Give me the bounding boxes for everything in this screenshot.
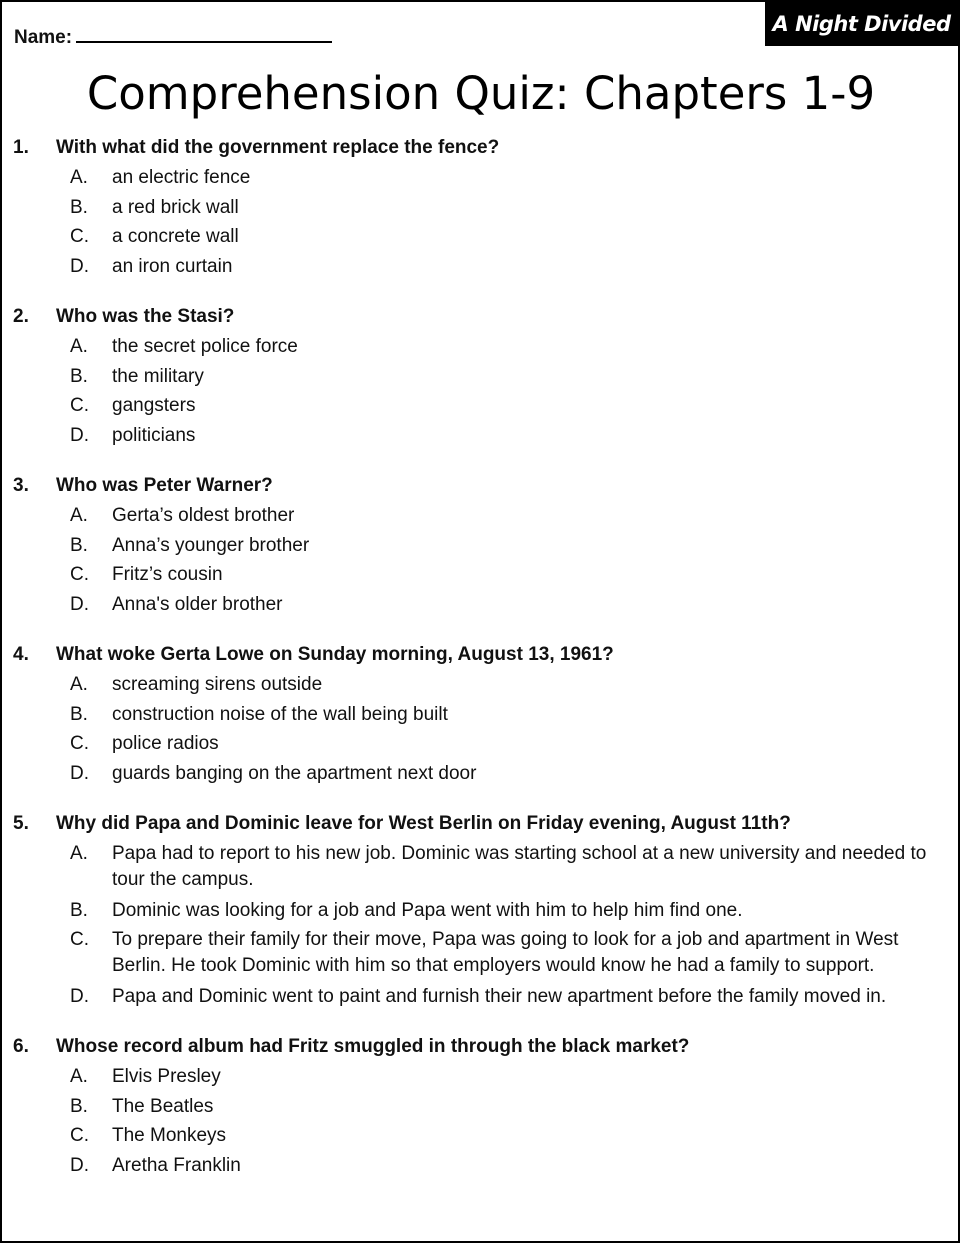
answer-option bbox=[2, 700, 960, 730]
answer-options bbox=[2, 163, 960, 281]
answer-option bbox=[2, 222, 960, 252]
name-label: Name: bbox=[14, 27, 73, 48]
answer-options bbox=[2, 501, 960, 619]
answer-option bbox=[2, 670, 960, 700]
question-text: What woke Gerta Lowe on Sunday morning, August 13, 1961? bbox=[56, 644, 614, 665]
option-letter: C. bbox=[70, 564, 89, 585]
option-letter: C. bbox=[70, 928, 89, 950]
option-text: The Monkeys bbox=[112, 1125, 227, 1146]
answer-option bbox=[2, 1092, 960, 1122]
answer-option bbox=[2, 501, 960, 531]
answer-option bbox=[2, 729, 960, 759]
question-number: 1. bbox=[13, 137, 29, 158]
book-title-badge: A Night Divided bbox=[765, 2, 958, 46]
answer-option bbox=[2, 759, 960, 789]
option-letter: D. bbox=[70, 255, 89, 277]
option-text: politicians bbox=[112, 424, 196, 446]
question-5 bbox=[2, 809, 960, 1011]
question-number: 4. bbox=[13, 644, 29, 665]
answer-option bbox=[2, 332, 960, 362]
question-text: Who was Peter Warner? bbox=[56, 475, 273, 496]
answer-option bbox=[2, 1151, 960, 1181]
option-text: a red brick wall bbox=[112, 196, 239, 218]
option-text: an iron curtain bbox=[112, 255, 233, 277]
question-number: 3. bbox=[13, 475, 29, 496]
option-text: Fritz’s cousin bbox=[112, 564, 223, 585]
question-1 bbox=[2, 133, 960, 281]
question-row bbox=[2, 133, 960, 163]
question-4 bbox=[2, 640, 960, 788]
answer-option bbox=[2, 421, 960, 451]
option-letter: A. bbox=[70, 1066, 88, 1087]
answer-options bbox=[2, 841, 960, 1012]
option-letter: A. bbox=[70, 505, 88, 526]
question-row bbox=[2, 640, 960, 670]
answer-options bbox=[2, 332, 960, 450]
question-3 bbox=[2, 471, 960, 619]
answer-option bbox=[2, 531, 960, 561]
option-letter: A. bbox=[70, 167, 88, 188]
name-field bbox=[14, 20, 332, 49]
page-title: Comprehension Quiz: Chapters 1-9 bbox=[86, 67, 876, 120]
answer-option bbox=[2, 1062, 960, 1092]
option-letter: C. bbox=[70, 226, 89, 247]
option-letter: B. bbox=[70, 365, 88, 387]
question-number: 5. bbox=[13, 813, 29, 834]
answer-options bbox=[2, 1062, 960, 1180]
option-letter: B. bbox=[70, 1095, 88, 1117]
answer-option bbox=[2, 896, 960, 926]
option-letter: C. bbox=[70, 395, 89, 416]
option-letter: C. bbox=[70, 733, 89, 754]
option-letter: D. bbox=[70, 424, 89, 446]
option-text: Gerta’s oldest brother bbox=[112, 505, 295, 526]
option-text: a concrete wall bbox=[112, 226, 239, 247]
answer-option bbox=[2, 590, 960, 620]
answer-option bbox=[2, 362, 960, 392]
answer-option bbox=[2, 982, 960, 1012]
option-letter: A. bbox=[70, 842, 88, 864]
option-text: the secret police force bbox=[112, 336, 298, 357]
question-2 bbox=[2, 302, 960, 450]
option-text: Papa and Dominic went to paint and furnish their new apartment before the family moved in. bbox=[112, 985, 887, 1007]
option-letter: B. bbox=[70, 534, 88, 556]
option-text: Anna's older brother bbox=[112, 593, 283, 615]
option-text: Papa had to report to his new job. Dominic was starting school at a new university and needed to tour the campus. bbox=[112, 842, 927, 890]
answer-option bbox=[2, 193, 960, 223]
question-number: 2. bbox=[13, 306, 29, 327]
option-text: construction noise of the wall being built bbox=[112, 703, 448, 725]
option-text: The Beatles bbox=[112, 1095, 214, 1117]
option-letter: D. bbox=[70, 985, 89, 1007]
question-text: With what did the government replace the fence? bbox=[56, 137, 500, 158]
option-letter: D. bbox=[70, 1154, 89, 1176]
question-number: 6. bbox=[13, 1036, 29, 1057]
question-row bbox=[2, 471, 960, 501]
option-text: the military bbox=[112, 365, 204, 387]
answer-option bbox=[2, 391, 960, 421]
question-6 bbox=[2, 1032, 960, 1180]
question-row bbox=[2, 1032, 960, 1062]
option-text: Anna’s younger brother bbox=[112, 534, 310, 556]
option-text: To prepare their family for their move, Papa was going to look for a job and apartment in West Berlin. He took Dominic with him so that employers would know he had a family to support. bbox=[112, 928, 899, 976]
answer-option bbox=[2, 252, 960, 282]
option-text: an electric fence bbox=[112, 167, 251, 188]
name-blank-line bbox=[76, 20, 332, 43]
option-letter: B. bbox=[70, 703, 88, 725]
answer-option bbox=[2, 163, 960, 193]
option-letter: D. bbox=[70, 762, 89, 784]
question-row bbox=[2, 302, 960, 332]
answer-option bbox=[2, 841, 960, 894]
question-text: Who was the Stasi? bbox=[56, 306, 235, 327]
answer-options bbox=[2, 670, 960, 788]
option-letter: A. bbox=[70, 674, 88, 695]
question-text: Whose record album had Fritz smuggled in through the black market? bbox=[56, 1036, 690, 1057]
question-text: Why did Papa and Dominic leave for West Berlin on Friday evening, August 11th? bbox=[56, 813, 791, 834]
answer-option bbox=[2, 1121, 960, 1151]
option-letter: A. bbox=[70, 336, 88, 357]
option-text: Dominic was looking for a job and Papa went with him to help him find one. bbox=[112, 899, 743, 921]
option-text: Aretha Franklin bbox=[112, 1154, 241, 1176]
answer-option bbox=[2, 927, 960, 980]
option-letter: B. bbox=[70, 196, 88, 218]
option-text: police radios bbox=[112, 733, 219, 754]
option-letter: D. bbox=[70, 593, 89, 615]
answer-option bbox=[2, 560, 960, 590]
option-letter: B. bbox=[70, 899, 88, 921]
question-list bbox=[2, 133, 960, 1201]
option-text: guards banging on the apartment next door bbox=[112, 762, 477, 784]
option-letter: C. bbox=[70, 1125, 89, 1146]
option-text: Elvis Presley bbox=[112, 1066, 221, 1087]
option-text: gangsters bbox=[112, 395, 196, 416]
option-text: screaming sirens outside bbox=[112, 674, 323, 695]
question-row bbox=[2, 809, 960, 839]
